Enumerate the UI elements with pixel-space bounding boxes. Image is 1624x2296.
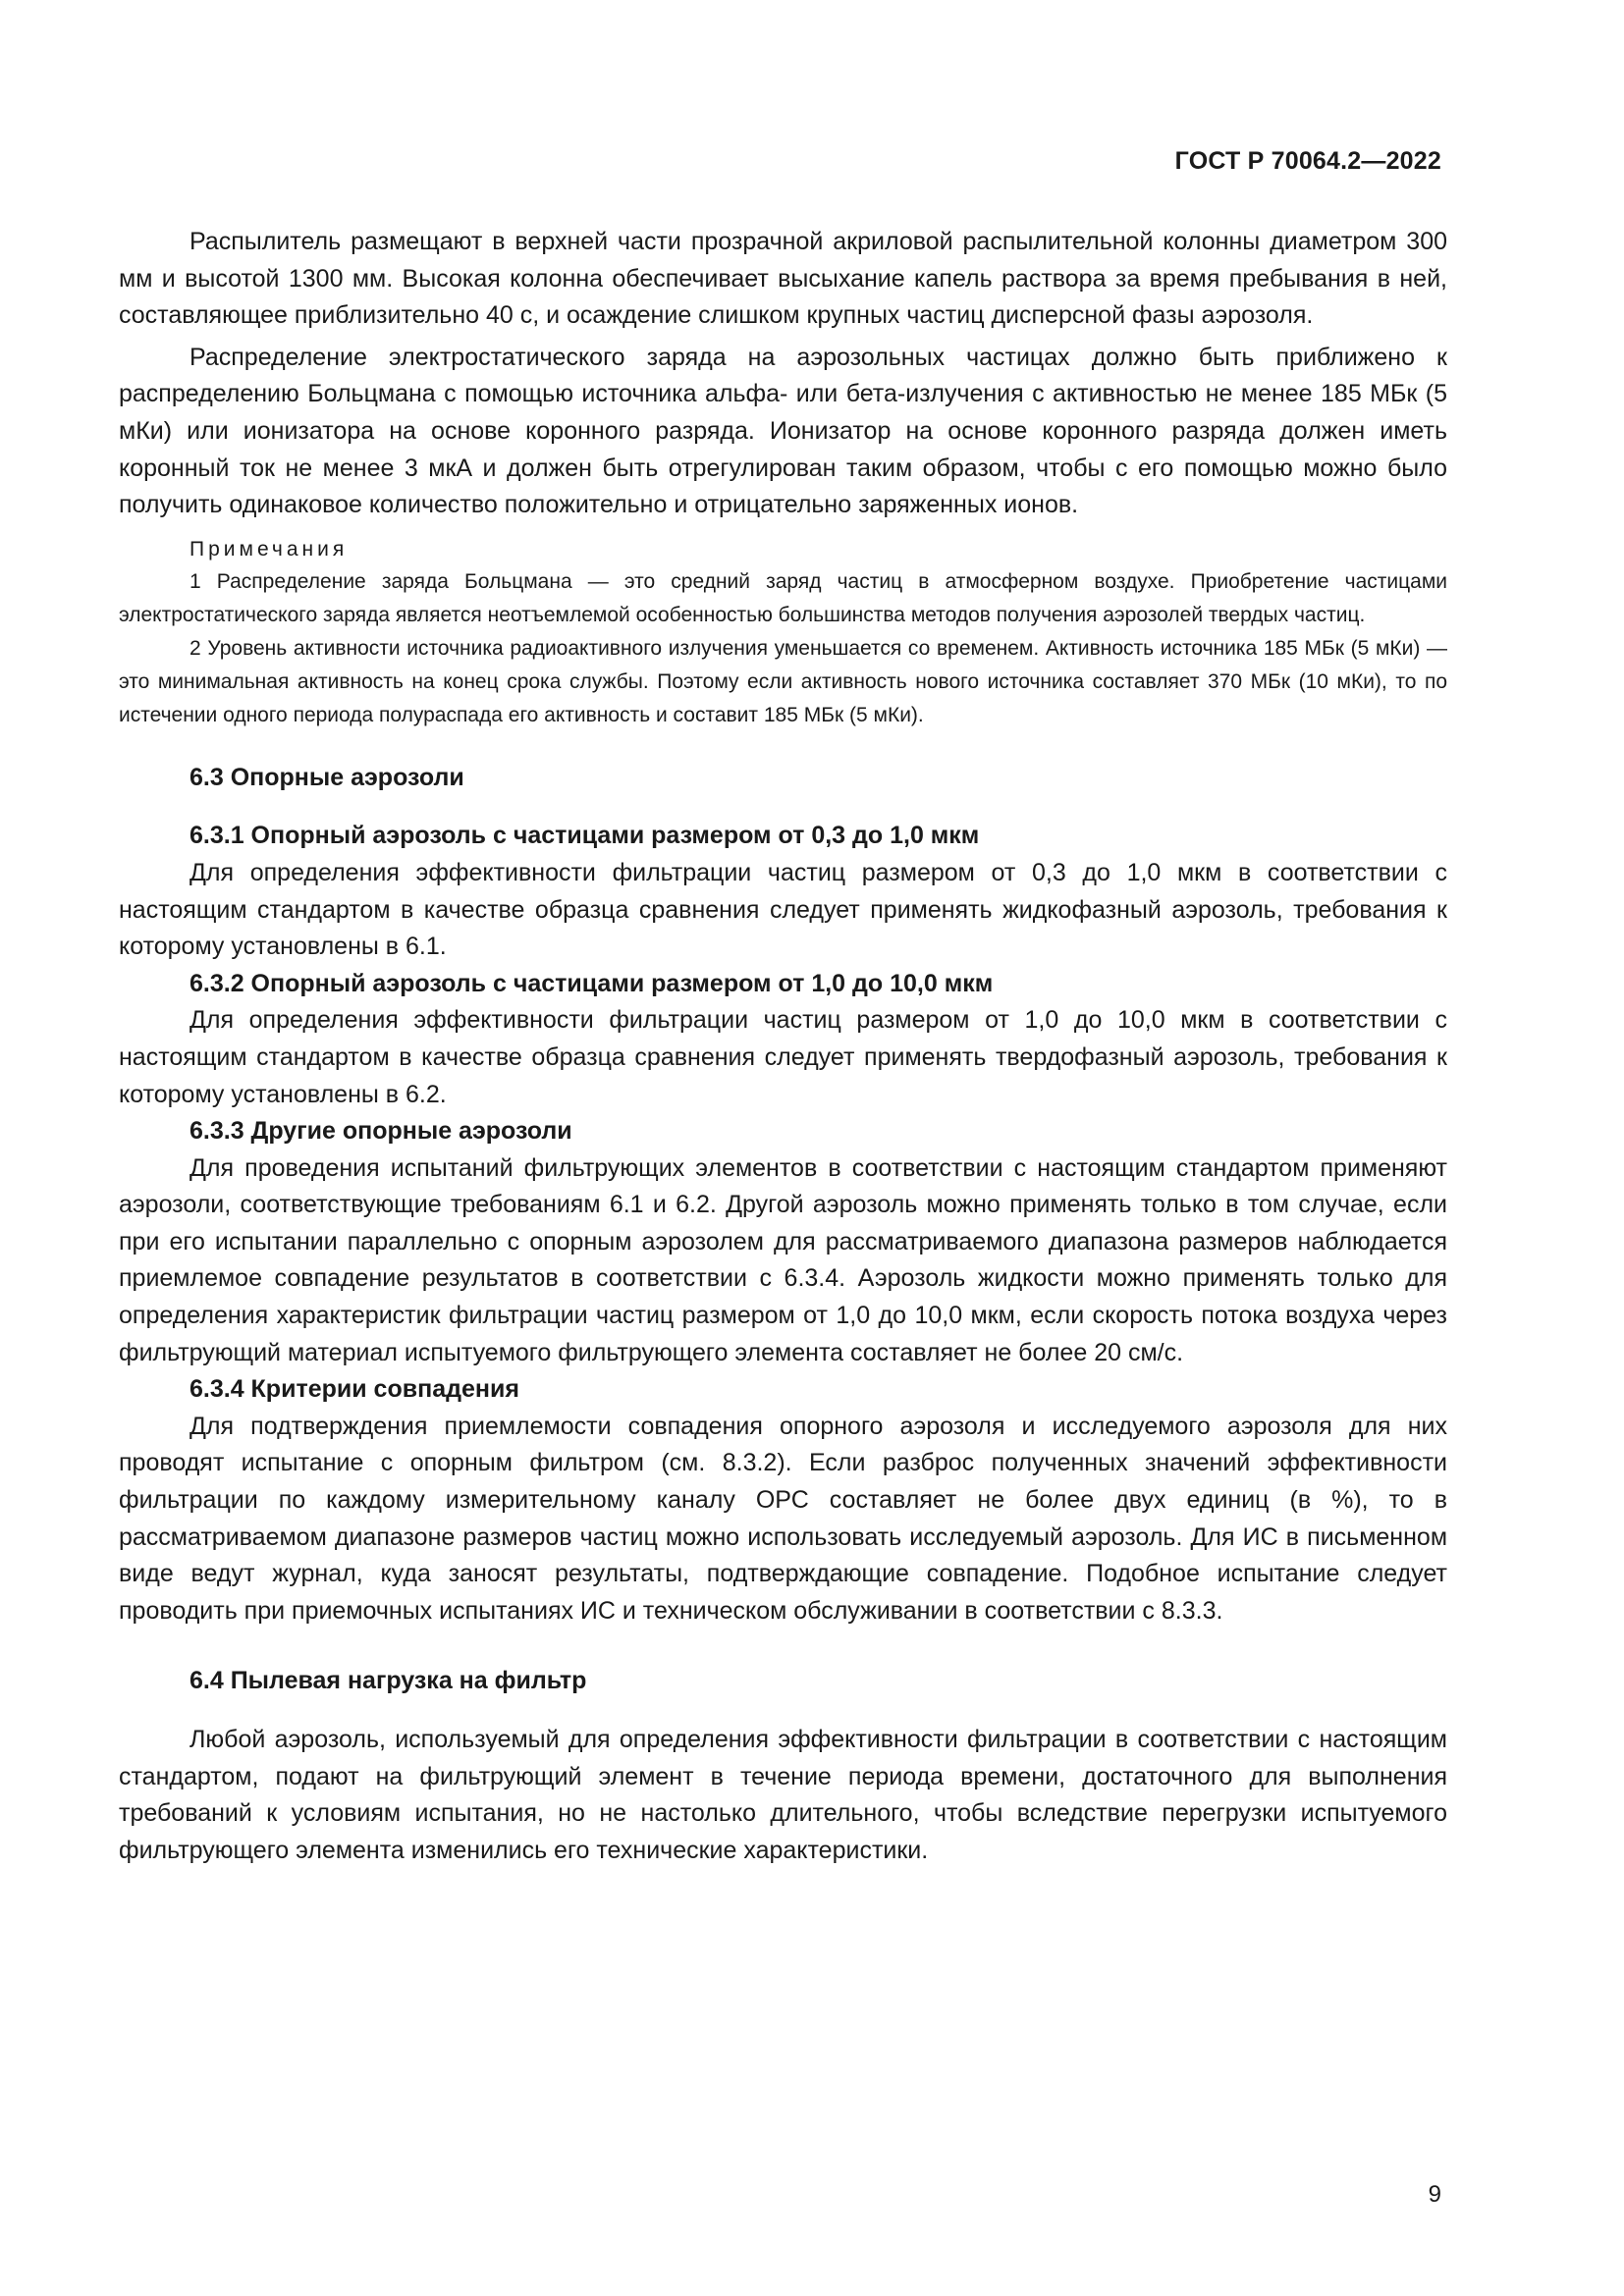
subsection-text-6-3-2: Для определения эффективности фильтрации частиц размером от 1,0 до 10,0 мкм в соответствии с настоящим стандартом в качестве образца сравнения следует применять твердофазный аэрозоль, требования к которому установлены в 6.2.: [119, 1006, 1447, 1108]
document-code-header: ГОСТ Р 70064.2—2022: [1174, 147, 1441, 175]
subsection-text-6-3-3: Для проведения испытаний фильтрующих элементов в соответствии с настоящим стандартом применяют аэрозоли, соответствующие требованиям 6.1 и 6.2. Другой аэрозоль можно применять только в том случае, если при его испытании параллельно с опорным аэрозолем для рассматриваемого диапазона размеров наблюдается приемлемое совпадение результатов в соответствии с 6.3.4. Аэрозоль жидкости можно применять только для определения характеристик фильтрации частиц размером от 1,0 до 10,0 мкм, если скорость потока воздуха через фильтрующий материал испытуемого фильтрующего элемента составляет не более 20 см/с.: [119, 1153, 1447, 1366]
subsection-heading-6-3-1: 6.3.1 Опорный аэрозоль с частицами размером от 0,3 до 1,0 мкм: [189, 822, 980, 850]
section-heading-6-4: 6.4 Пылевая нагрузка на фильтр: [189, 1667, 587, 1695]
page-number: 9: [1428, 2181, 1441, 2208]
notes-title: Примечания: [189, 537, 349, 561]
paragraph-charge-distribution: Распределение электростатического заряда на аэрозольных частицах должно быть приближено к распределению Больцмана с помощью источника альфа- или бета-излучения с активностью не менее 185 МБк (5 мКи) или ионизатора на основе коронного разряда. Ионизатор на основе коронного разряда должен иметь коронный ток не менее 3 мкА и должен быть отрегулирован таким образом, чтобы с его помощью можно было получить одинаковое количество положительно и отрицательно заряженных ионов.: [119, 343, 1447, 519]
paragraph-sprayer: Распылитель размещают в верхней части прозрачной акриловой распылительной колонны диаметром 300 мм и высотой 1300 мм. Высокая колонна обеспечивает высыхание капель раствора за время пребывания в ней, составляющее приблизительно 40 с, и осаждение слишком крупных частиц дисперсной фазы аэрозоля.: [119, 228, 1447, 330]
note-item-2: 2 Уровень активности источника радиоактивного излучения уменьшается со временем. Активность источника 185 МБк (5 мКи) — это минимальная активность на конец срока службы. Поэтому если активность нового источника составляет 370 МБк (10 мКи), то по истечении одного периода полураспада его активность и составит 185 МБк (5 мКи).: [119, 636, 1447, 726]
subsection-heading-6-3-2: 6.3.2 Опорный аэрозоль с частицами размером от 1,0 до 10,0 мкм: [189, 969, 994, 997]
note-item-1: 1 Распределение заряда Больцмана — это средний заряд частиц в атмосферном воздухе. Приобретение частицами электростатического заряда является неотъемлемой особенностью большинства методов получения аэрозолей твердых частиц.: [119, 569, 1447, 626]
section-text-6-4: Любой аэрозоль, используемый для определения эффективности фильтрации в соответствии с настоящим стандартом, подают на фильтрующий элемент в течение периода времени, достаточного для выполнения требований к условиям испытания, но не настолько длительного, чтобы вследствие перегрузки испытуемого фильтрующего элемента изменились его технические характеристики.: [119, 1726, 1447, 1864]
section-heading-6-3: 6.3 Опорные аэрозоли: [189, 763, 464, 791]
subsection-heading-6-3-4: 6.3.4 Критерии совпадения: [189, 1375, 519, 1404]
subsection-heading-6-3-3: 6.3.3 Другие опорные аэрозоли: [189, 1117, 572, 1146]
subsection-text-6-3-1: Для определения эффективности фильтрации частиц размером от 0,3 до 1,0 мкм в соответствии с настоящим стандартом в качестве образца сравнения следует применять жидкофазный аэрозоль, требования к которому установлены в 6.1.: [119, 858, 1447, 961]
subsection-text-6-3-4: Для подтверждения приемлемости совпадения опорного аэрозоля и исследуемого аэрозоля для них проводят испытание с опорным фильтром (см. 8.3.2). Если разброс полученных значений эффективности фильтрации по каждому измерительному каналу ОРС составляет не более двух единиц (в %), то в рассматриваемом диапазоне размеров частиц можно использовать исследуемый аэрозоль. Для ИС в письменном виде ведут журнал, куда заносят результаты, подтверждающие совпадение. Подобное испытание следует проводить при приемочных испытаниях ИС и техническом обслуживании в соответствии с 8.3.3.: [119, 1412, 1447, 1625]
page-content: [119, 224, 1447, 1869]
